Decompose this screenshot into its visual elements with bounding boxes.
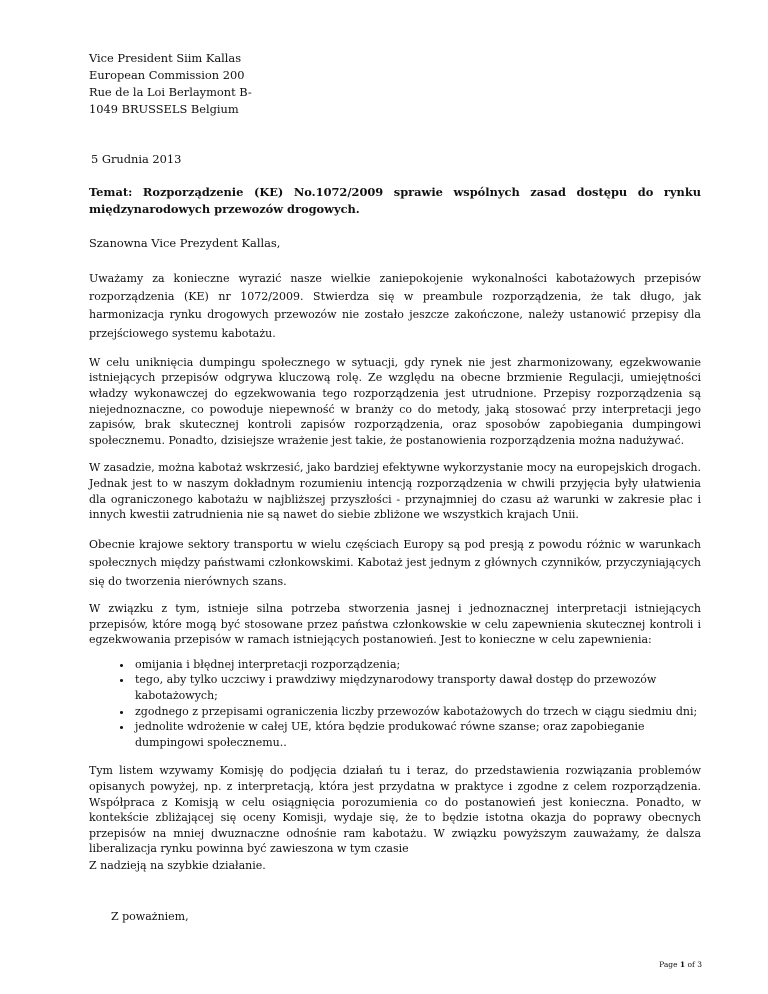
salutation: Szanowna Vice Prezydent Kallas, bbox=[89, 236, 281, 250]
paragraph: W związku z tym, istnieje silna potrzeba stworzenia jasnej i jednoznacznej interpretacji istniejących przepisów, które mogą być stosowane przez państwa członkowskie w celu zapewnienia skutecznej kontroli i egzekwowania przepisów w ramach istniejących postanowień. Jest to konieczne w celu zapewnienia: bbox=[89, 601, 701, 647]
address-line: European Commission 200 bbox=[89, 68, 245, 82]
of-label: of bbox=[687, 960, 695, 969]
letter-date: 5 Grudnia 2013 bbox=[91, 152, 182, 166]
page-total: 3 bbox=[697, 960, 702, 969]
bullet-list bbox=[89, 657, 701, 751]
list-item: • tego, aby tylko uczciwy i prawdziwy międzynarodowy transporty dawał dostęp do przewozów kabotażowych; bbox=[133, 672, 701, 703]
list-item: • zgodnego z przepisami ograniczenia liczby przewozów kabotażowych do trzech w ciągu siedmiu dni; bbox=[133, 704, 701, 720]
recipient-address bbox=[89, 50, 701, 118]
paragraph: W celu uniknięcia dumpingu społecznego w sytuacji, gdy rynek nie jest zharmonizowany, egzekwowanie istniejących przepisów odgrywa kluczową rolę. Ze względu na obecne brzmienie Regulacji, umiejętności władzy wykonawczej do egzekwowania tego rozporządzenia jest utrudnione. Przepisy rozporządzenia są niejednoznaczne, co powoduje niepewność w branży co do metody, jaką stosować przy interpretacji jego zapisów, brak skutecznej kontroli zapisów rozporządzenia, oraz sposobów zapobiegania dumpingowi społecznemu. Ponadto, dzisiejsze wrażenie jest takie, że postanowienia rozporządzenia można nadużywać. bbox=[89, 355, 701, 447]
list-item: • jednolite wdrożenie w całej UE, która będzie produkować równe szanse; oraz zapobieganie dumpingowi społecznemu.. bbox=[133, 719, 701, 750]
paragraph: Obecnie krajowe sektory transportu w wielu częściach Europy są pod presją z powodu różnic w warunkach społecznych między państwami członkowskimi. Kabotaż jest jednym z głównych czynników, przyczyniających się do tworzenia nierównych szans. bbox=[89, 537, 701, 588]
closing-signoff: Z poważniem, bbox=[111, 909, 189, 923]
letter-subject: Temat: Rozporządzenie (KE) No.1072/2009 sprawie wspólnych zasad dostępu do rynku międzynarodowych przewozów drogowych. bbox=[89, 185, 701, 216]
paragraph: Tym listem wzywamy Komisję do podjęcia działań tu i teraz, do przedstawienia rozwiązania problemów opisanych powyżej, np. z interpretacją, która jest przydatna w praktyce i zgodne z celem rozporządzenia. Współpraca z Komisją w celu osiągnięcia porozumienia co do postanowień jest konieczna. Ponadto, w kontekście zbliżającej się oceny Komisji, wydaje się, że to będzie istotna okazja do poprawy obecnych przepisów na mniej dwuznaczne odnośnie ram kabotażu. W związku powyższym zauważamy, że dalsza liberalizacja rynku powinna być zawieszona w tym czasie bbox=[89, 764, 701, 856]
closing-line: Z nadzieją na szybkie działanie. bbox=[89, 858, 266, 872]
address-line: Rue de la Loi Berlaymont B- bbox=[89, 85, 252, 99]
paragraph: Uważamy za konieczne wyrazić nasze wielkie zaniepokojenie wykonalności kabotażowych przepisów rozporządzenia (KE) nr 1072/2009. Stwierdza się w preambule rozporządzenia, że tak długo, jak harmonizacja rynku drogowych przewozów nie zostało jeszcze zakończone, należy ustanowić przepisy dla przejściowego systemu kabotażu. bbox=[89, 272, 701, 340]
list-item: • omijania i błędnej interpretacji rozporządzenia; bbox=[133, 657, 701, 673]
paragraph: W zasadzie, można kabotaż wskrzesić, jako bardziej efektywne wykorzystanie mocy na europejskich drogach. Jednak jest to w naszym dokładnym rozumieniu intencją rozporządzenia w chwili przyjęcia były ułatwienia dla ograniczonego kabotażu w najbliższej przyszłości - przynajmniej do czasu aż warunki w zakresie płac i innych kwestii zatrudnienia nie są nawet do siebie zbliżone we wszystkich krajach Unii. bbox=[89, 461, 702, 522]
page-current: 1 bbox=[679, 960, 686, 969]
address-line: 1049 BRUSSELS Belgium bbox=[89, 102, 239, 116]
page-number-footer bbox=[659, 960, 702, 969]
address-line: Vice President Siim Kallas bbox=[89, 51, 242, 65]
page-label: Page bbox=[659, 960, 678, 969]
letter-body bbox=[89, 50, 701, 925]
